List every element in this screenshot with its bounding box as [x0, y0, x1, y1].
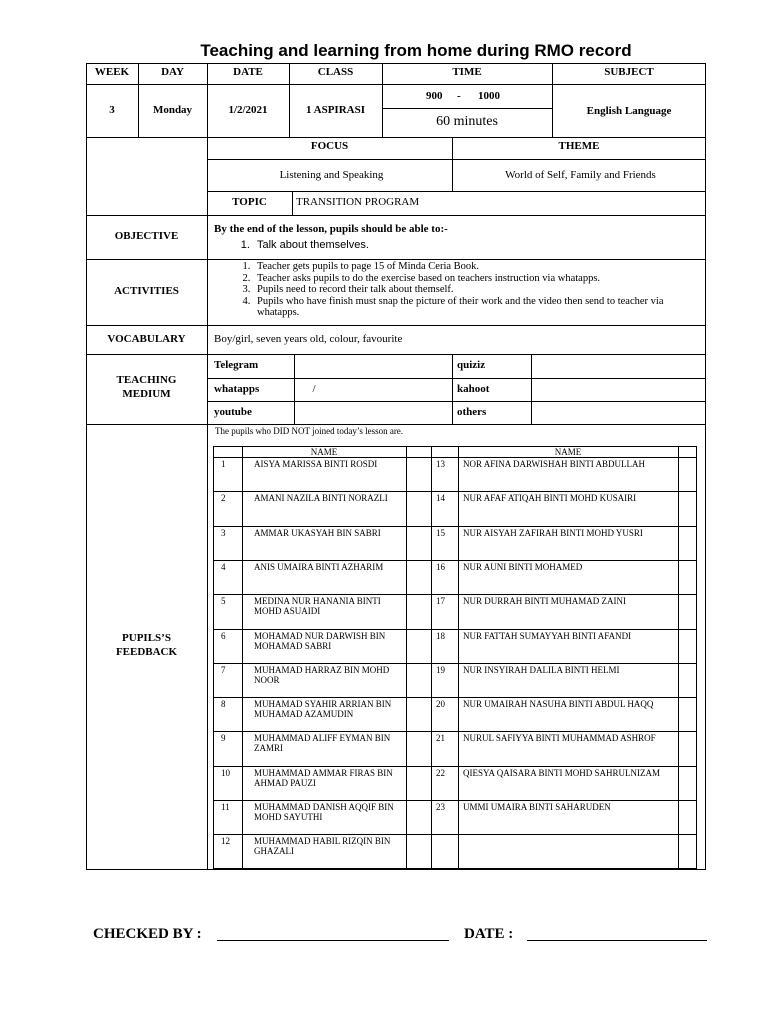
objective-intro: By the end of the lesson, pupils should be able to:-	[214, 223, 448, 235]
activity-item: 2. Teacher asks pupils to do the exercise based on teachers instruction via whatapps.	[253, 273, 696, 285]
pupil-name: NOR AFINA DARWISHAH BINTI ABDULLAH	[463, 459, 646, 469]
checked-by-signature-line[interactable]	[217, 940, 449, 941]
pupil-number: 3	[221, 527, 226, 538]
header-subject: SUBJECT	[604, 66, 654, 78]
pupil-number: 21	[436, 733, 445, 744]
time-start: 900	[426, 90, 443, 102]
theme-label: THEME	[558, 140, 600, 152]
activity-item: 4. Pupils who have finish must snap the picture of their work and the video then send to teacher via whatapps.	[253, 296, 696, 319]
focus-label: FOCUS	[310, 140, 349, 152]
pupil-number: 12	[221, 836, 230, 847]
pupil-number: 10	[221, 767, 230, 778]
pupil-number: 1	[221, 459, 226, 469]
header-week: WEEK	[94, 66, 130, 78]
feedback-note: The pupils who DID NOT joined today’s lesson are.	[215, 426, 404, 436]
objective-list	[207, 240, 706, 252]
pupil-name: NUR DURRAH BINTI MUHAMAD ZAINI	[463, 596, 626, 607]
date-label: DATE :	[464, 926, 514, 942]
pupil-name: NUR FATTAH SUMAYYAH BINTI AFANDI	[463, 630, 632, 641]
time-end: 1000	[478, 90, 500, 102]
header-time: TIME	[452, 66, 482, 78]
teaching-medium-label-1: TEACHING	[116, 374, 177, 386]
duration-value: 60 minutes	[436, 114, 498, 129]
medium-kahoot: kahoot	[457, 383, 490, 395]
mark-whatapps: /	[312, 383, 316, 395]
pupil-number: 4	[221, 561, 226, 572]
name-header-right: NAME	[554, 447, 582, 457]
pupil-name: MUHAMMAD ALIFF EYMAN BIN ZAMRI	[254, 733, 391, 754]
activities-label: ACTIVITIES	[114, 285, 179, 297]
objective-label: OBJECTIVE	[114, 230, 179, 242]
pupil-name: MUHAMMAD DANISH AQQIF BIN MOHD SAYUTHI	[254, 802, 394, 822]
pupil-number: 11	[221, 802, 230, 812]
pupil-number: 13	[436, 459, 445, 469]
header-day: DAY	[161, 66, 184, 78]
pupil-name: NUR INSYIRAH DALILA BINTI HELMI	[463, 664, 620, 675]
day-value: Monday	[152, 104, 193, 116]
pupil-name: MUHAMAD SYAHIR ARRIAN BIN MUHAMAD AZAMUDIN	[254, 699, 392, 720]
pupil-number: 6	[221, 630, 226, 641]
pupil-number: 23	[436, 802, 445, 812]
time-separator: -	[457, 90, 461, 102]
checked-by-label: CHECKED BY :	[93, 926, 202, 942]
pupil-number: 22	[436, 767, 445, 778]
pupil-name: MUHAMMAD HABIL RIZQIN BIN GHAZALI	[254, 836, 391, 857]
pupil-number: 20	[436, 699, 445, 710]
pupil-name: MUHAMMAD AMMAR FIRAS BIN AHMAD PAUZI	[254, 767, 393, 788]
pupil-number: 8	[221, 699, 226, 710]
pupil-name: NURUL SAFIYYA BINTI MUHAMMAD ASHROF	[463, 733, 656, 744]
vocabulary-label: VOCABULARY	[107, 333, 186, 345]
medium-others: others	[457, 406, 487, 418]
pupil-name: MUHAMAD HARRAZ BIN MOHD NOOR	[254, 664, 390, 685]
pupil-number: 17	[436, 596, 445, 607]
absent-pupils-table	[213, 446, 697, 869]
pupil-number: 19	[436, 664, 445, 675]
feedback-label-1: PUPILS’S	[122, 632, 171, 644]
pupil-number: 14	[436, 493, 445, 504]
objective-item: 1. Talk about themselves.	[253, 240, 706, 252]
date-value: 1/2/2021	[228, 104, 268, 116]
pupil-name: UMMI UMAIRA BINTI SAHARUDEN	[463, 802, 611, 812]
header-class: CLASS	[317, 66, 354, 78]
teaching-medium-label-2: MEDIUM	[122, 388, 171, 400]
pupil-name: ANIS UMAIRA BINTI AZHARIM	[254, 561, 384, 572]
pupil-number: 7	[221, 664, 226, 675]
focus-value: Listening and Speaking	[279, 169, 384, 181]
topic-label: TOPIC	[232, 196, 267, 208]
medium-whatapps: whatapps	[214, 383, 260, 395]
subject-value: English Language	[586, 105, 672, 117]
medium-quiziz: quiziz	[457, 359, 486, 371]
vocabulary-value: Boy/girl, seven years old, colour, favourite	[214, 333, 403, 345]
pupil-name: NUR UMAIRAH NASUHA BINTI ABDUL HAQQ	[463, 699, 654, 710]
pupil-name: NUR AFAF ATIQAH BINTI MOHD KUSAIRI	[463, 493, 637, 504]
activities-list	[207, 261, 706, 319]
pupil-name: AISYA MARISSA BINTI ROSDI	[254, 459, 378, 469]
pupil-name: QIESYA QAISARA BINTI MOHD SAHRULNIZAM	[463, 767, 661, 778]
header-date: DATE	[233, 66, 263, 78]
pupil-number: 16	[436, 561, 445, 572]
topic-value: TRANSITION PROGRAM	[296, 196, 420, 208]
pupil-name: AMANI NAZILA BINTI NORAZLI	[254, 493, 388, 504]
theme-value: World of Self, Family and Friends	[505, 169, 656, 181]
date-signature-line[interactable]	[527, 940, 707, 941]
activity-item: 3. Pupils need to record their talk about themself.	[253, 284, 696, 296]
page-title: Teaching and learning from home during RMO record	[200, 41, 632, 60]
pupil-name: AMMAR UKASYAH BIN SABRI	[254, 527, 381, 538]
pupil-name: NUR AISYAH ZAFIRAH BINTI MOHD YUSRI	[463, 527, 643, 538]
pupil-number: 15	[436, 527, 445, 538]
medium-telegram: Telegram	[214, 359, 259, 371]
medium-youtube: youtube	[214, 406, 252, 418]
name-header-left: NAME	[310, 447, 338, 457]
class-value: 1 ASPIRASI	[306, 104, 365, 116]
pupil-name: NUR AUNI BINTI MOHAMED	[463, 561, 583, 572]
pupil-number: 2	[221, 493, 226, 504]
pupil-number: 5	[221, 596, 226, 607]
pupil-number: 9	[221, 733, 226, 744]
pupil-name: MOHAMAD NUR DARWISH BIN MOHAMAD SABRI	[254, 630, 386, 651]
pupil-number: 18	[436, 630, 445, 641]
week-value: 3	[109, 104, 115, 116]
feedback-label-2: FEEDBACK	[115, 646, 178, 658]
activity-item: 1. Teacher gets pupils to page 15 of Minda Ceria Book.	[253, 261, 696, 273]
pupil-name: MEDINA NUR HANANIA BINTI MOHD ASUAIDI	[254, 596, 381, 617]
